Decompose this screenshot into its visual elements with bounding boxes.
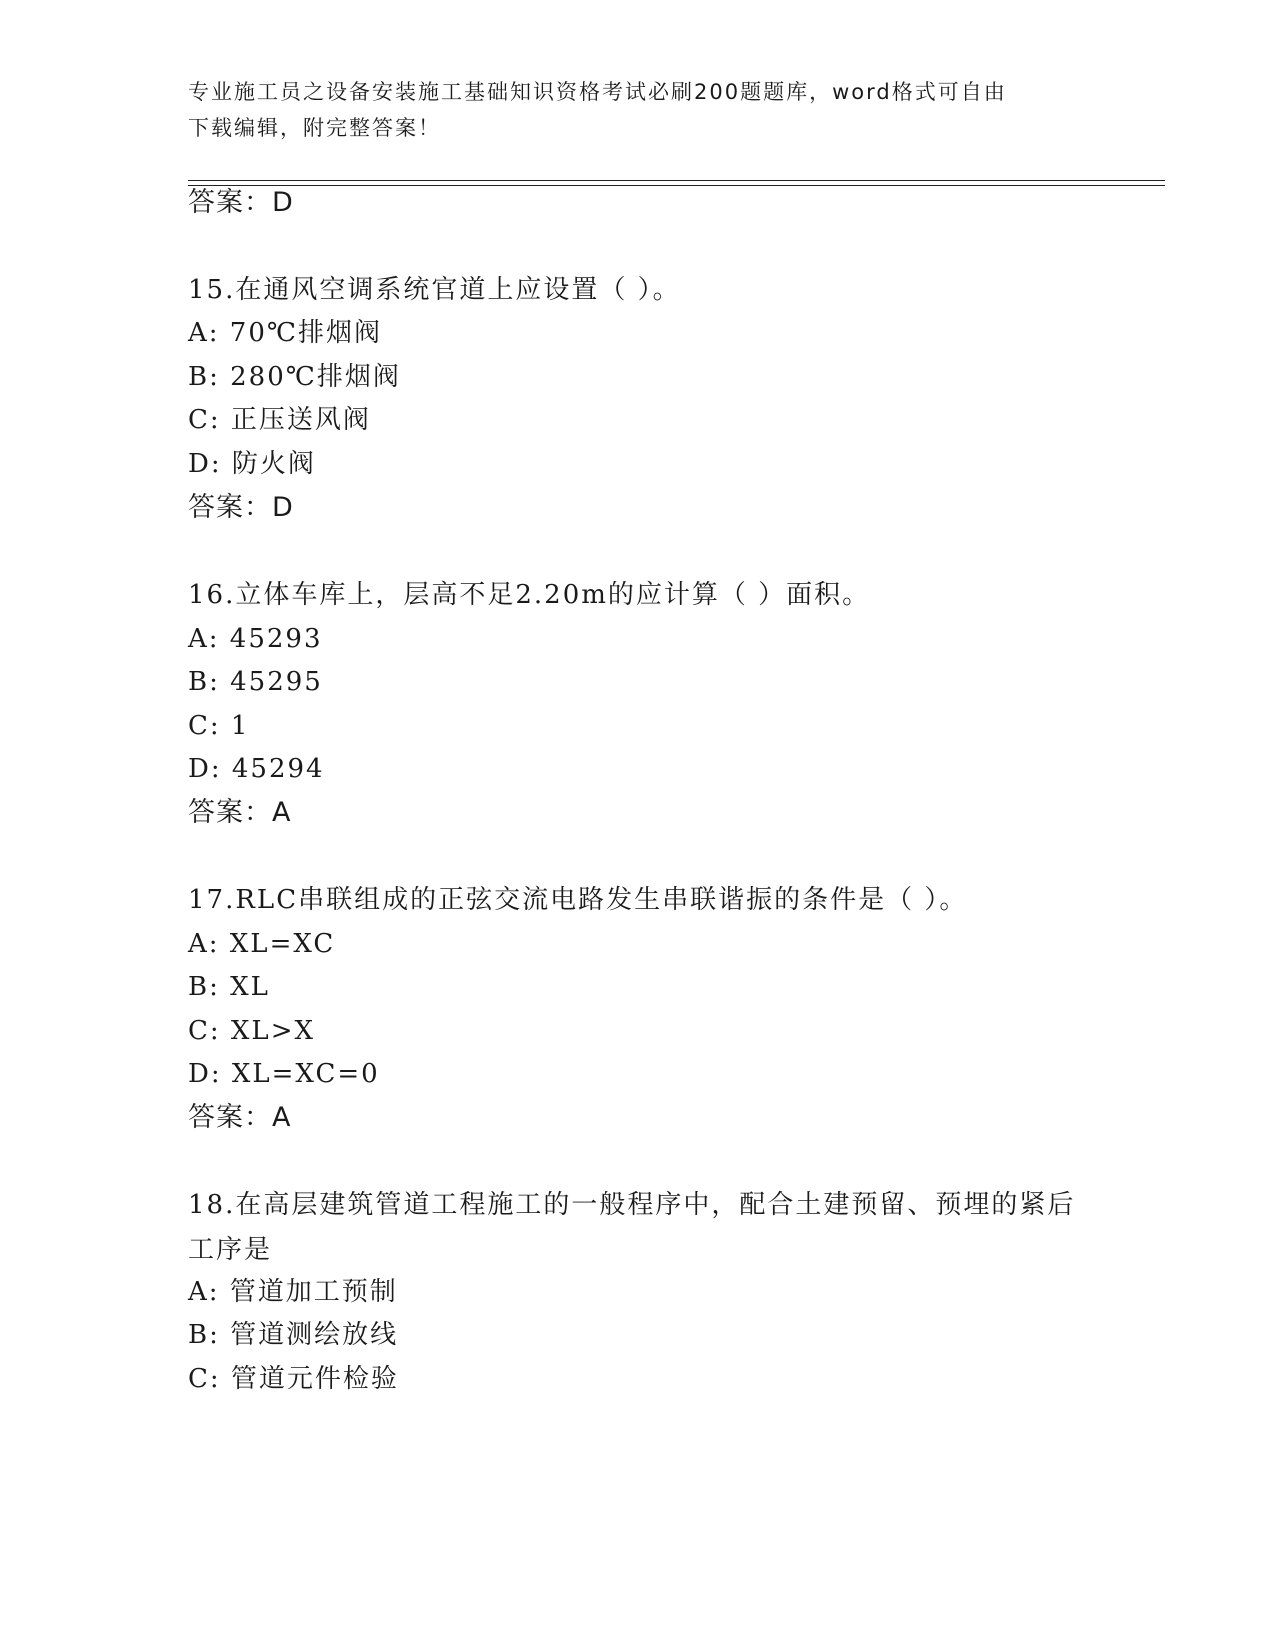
q16-option-c: C: 1 bbox=[188, 711, 250, 741]
q16-answer: 答案：A bbox=[188, 797, 292, 828]
q16-question: 16.立体车库上，层高不足2.20m的应计算（ ）面积。 bbox=[188, 580, 871, 610]
q15-option-a: A: 70℃排烟阀 bbox=[188, 318, 382, 348]
q15-question: 15.在通风空调系统官道上应设置（ ）。 bbox=[188, 275, 681, 305]
q15-option-d: D: 防火阀 bbox=[188, 449, 316, 479]
q18-question: 18.在高层建筑管道工程施工的一般程序中，配合土建预留、预埋的紧后工序是 bbox=[188, 1190, 1076, 1265]
q15-answer: 答案：D bbox=[188, 492, 294, 523]
q18-option-a: A: 管道加工预制 bbox=[188, 1277, 398, 1307]
q17-option-c: C: XL>X bbox=[188, 1016, 315, 1046]
intro-line-1: 专业施工员之设备安装施工基础知识资格考试必刷200题题库，word格式可自由 bbox=[188, 80, 1007, 104]
q18-option-b: B: 管道测绘放线 bbox=[188, 1320, 399, 1350]
q17-question: 17.RLC串联组成的正弦交流电路发生串联谐振的条件是（ ）。 bbox=[188, 885, 968, 915]
prev-answer: 答案：D bbox=[188, 187, 294, 218]
q17-option-b: B: XL bbox=[188, 972, 270, 1002]
document-intro bbox=[188, 74, 1088, 146]
q16-option-a: A: 45293 bbox=[188, 624, 323, 654]
q17-answer: 答案：A bbox=[188, 1102, 292, 1133]
q16-option-d: D: 45294 bbox=[188, 754, 325, 784]
q18-option-c: C: 管道元件检验 bbox=[188, 1364, 399, 1394]
q15-option-b: B: 280℃排烟阀 bbox=[188, 362, 401, 392]
header-divider-top bbox=[188, 180, 1165, 181]
intro-line-2: 下载编辑，附完整答案！ bbox=[188, 116, 441, 140]
q16-option-b: B: 45295 bbox=[188, 667, 323, 697]
q17-option-a: A: XL=XC bbox=[188, 929, 336, 959]
q17-option-d: D: XL=XC=0 bbox=[188, 1059, 380, 1089]
q15-option-c: C: 正压送风阀 bbox=[188, 405, 371, 435]
header-divider-bottom bbox=[188, 185, 1165, 186]
